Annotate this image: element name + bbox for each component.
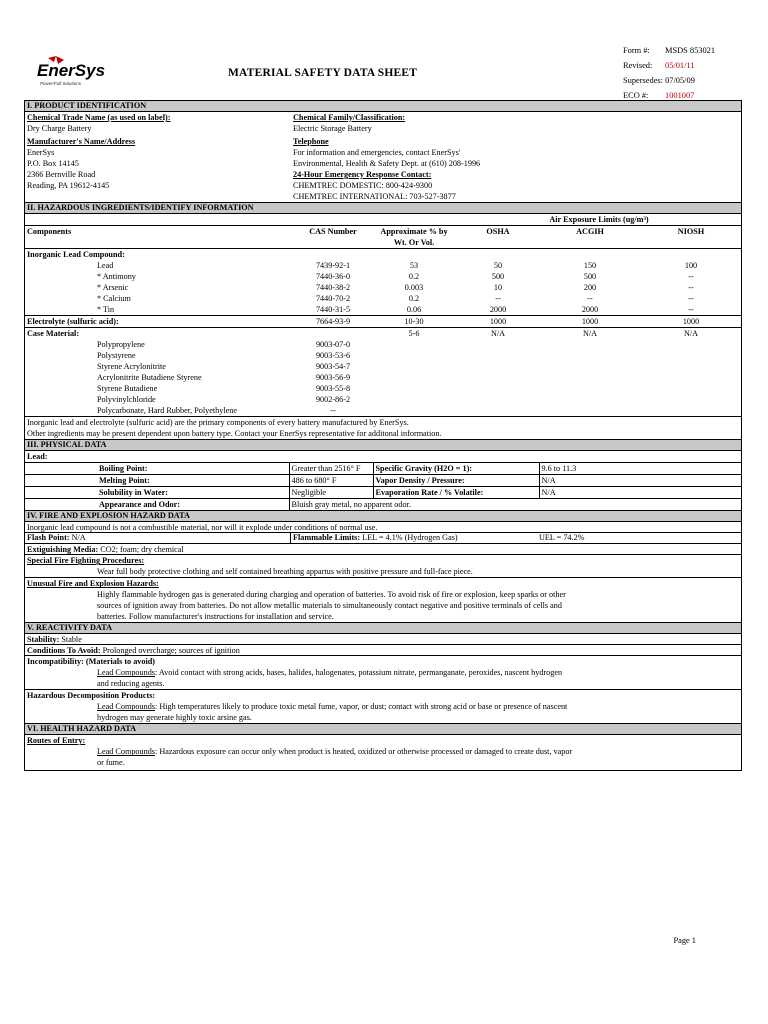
- property-value: Bluish gray metal, no apparent odor.: [291, 500, 411, 509]
- table-row: [25, 271, 741, 282]
- niosh-limit: --: [688, 283, 694, 292]
- cas-number: 7440-70-2: [315, 294, 351, 303]
- property-label: Boiling Point:: [97, 463, 289, 475]
- property-value: 9.6 to 11.3: [541, 464, 577, 473]
- ingredients-table: [25, 214, 741, 416]
- decomposition-line: : High temperatures likely to produce toxic metal fume, vapor, or dust; contact with strong acid or base or presence of nascent: [155, 702, 568, 712]
- routes-line: : Hazardous exposure can occur only when product is heated, oxidized or otherwise processed or damaged to create dust, vapor: [155, 747, 573, 757]
- percent: 0.06: [406, 305, 422, 314]
- col-approx-line1: Approximate % by: [380, 227, 448, 236]
- emergency-line: CHEMTREC DOMESTIC: 800-424-9300: [293, 181, 433, 190]
- trade-name: Dry Charge Battery: [27, 124, 92, 133]
- cas-number: 7440-31-5: [315, 305, 351, 314]
- cas-number: [295, 328, 371, 340]
- ingredient-note: Inorganic lead and electrolyte (sulfuric acid) are the primary components of every battery manufactured by EnerSys.: [27, 418, 409, 427]
- routes-label: Routes of Entry:: [27, 736, 86, 746]
- niosh-limit: --: [688, 294, 694, 303]
- table-row: [25, 282, 741, 293]
- extinguishing-value: CO2; foam; dry chemical: [100, 545, 184, 555]
- telephone-label: Telephone: [293, 137, 329, 146]
- osha-limit: 2000: [489, 305, 507, 314]
- table-row: [25, 304, 741, 316]
- component-name: Styrene Acrylonitrite: [97, 362, 166, 371]
- table-row: [25, 499, 741, 511]
- component-name: Acrylonitrite Butadiene Styrene: [97, 373, 202, 382]
- stability-label: Stability:: [27, 635, 60, 645]
- table-row: [25, 361, 741, 372]
- form-value: MSDS 853021: [665, 46, 716, 55]
- incompatibility-label: Incompatibility: (Materials to avoid): [27, 657, 156, 667]
- col-acgih: ACGIH: [576, 227, 604, 236]
- special-procedures: Wear full body protective clothing and self contained breathing appartus with positive pressure and full-face piece.: [97, 567, 473, 577]
- component-name: * Arsenic: [97, 283, 129, 292]
- table-row: [25, 475, 741, 487]
- table-row: [25, 339, 741, 350]
- table-row: [25, 316, 741, 328]
- component-name: Polyvinylchloride: [97, 395, 156, 404]
- air-limits-label: Air Exposure Limits (ug/m³): [549, 215, 649, 224]
- physical-data-table: [25, 451, 741, 510]
- supersedes: Supersedes: 07/05/09: [623, 76, 695, 85]
- flash-value: N/A: [71, 533, 86, 542]
- niosh-limit: N/A: [683, 329, 699, 338]
- unusual-hazards-line: batteries. Follow manufacturer's instructions for installation and service.: [97, 612, 334, 622]
- cas-number: 9003-53-6: [315, 351, 351, 360]
- cas-number: 9003-56-9: [315, 373, 351, 382]
- ingredient-note: Other ingredients may be present dependent upon battery type. Contact your EnerSys representative for additonal information.: [27, 429, 442, 438]
- property-value: 486 to 680° F: [289, 475, 373, 487]
- property-label: Vapor Density / Pressure:: [373, 475, 539, 487]
- col-approx-line2: Wt. Or Vol.: [393, 238, 435, 247]
- page-number: Page 1: [673, 936, 696, 945]
- fire-intro: Inorganic lead compound is not a combustible material, nor will it explode under conditions of normal use.: [25, 522, 741, 533]
- section-5-heading: V. REACTIVITY DATA: [25, 622, 741, 634]
- acgih-limit: N/A: [582, 329, 598, 338]
- stability-value: Stable: [61, 635, 82, 645]
- niosh-limit: 1000: [682, 317, 700, 326]
- lead-label: Lead:: [27, 452, 48, 461]
- component-name: Styrene Butadiene: [97, 384, 158, 393]
- enersys-logo-mark: [34, 52, 106, 92]
- emergency-line: CHEMTREC INTERNATIONAL: 703-527-3877: [293, 192, 456, 201]
- col-approx: [371, 226, 457, 238]
- eco-label: ECO #:: [623, 91, 649, 100]
- cas-number: 7664-93-9: [315, 317, 351, 326]
- section-1-heading: I. PRODUCT IDENTIFICATION: [25, 101, 741, 112]
- form-label: Form #:: [623, 46, 650, 55]
- unusual-hazards-line: Highly flammable hydrogen gas is generated during charging and operation of batteries. To avoid risk of fire or explosion, keep sparks or other: [97, 590, 566, 600]
- table-row: [25, 260, 741, 271]
- lead-compounds-label: Lead Compounds: [97, 702, 155, 712]
- family-label: Chemical Family/Classification:: [293, 113, 406, 122]
- decomposition-label: Hazardous Decomposition Products:: [27, 691, 156, 701]
- table-row: [25, 372, 741, 383]
- section-2-heading: II. HAZARDOUS INGREDIENTS/IDENTIFY INFORMATION: [25, 202, 741, 214]
- property-label: Solubility in Water:: [97, 487, 289, 499]
- component-name: * Antimony: [97, 272, 136, 281]
- osha-limit: 50: [493, 261, 503, 270]
- cas-number: 7440-38-2: [315, 283, 351, 292]
- cas-number: 9003-55-8: [315, 384, 351, 393]
- acgih-limit: 1000: [581, 317, 599, 326]
- msds-sheet: [24, 100, 742, 771]
- special-procedures-label: Special Fire Fighting Procedures:: [27, 556, 145, 566]
- trade-name-label: Chemical Trade Name (as used on label):: [27, 113, 171, 122]
- table-row: [25, 463, 741, 475]
- acgih-limit: --: [587, 294, 593, 303]
- lead-group-label: Inorganic Lead Compound:: [27, 250, 125, 259]
- table-row: [25, 383, 741, 394]
- table-row: [25, 328, 741, 340]
- conditions-label: Conditions To Avoid:: [27, 646, 101, 656]
- unusual-hazards-label: Unusual Fire and Explosion Hazards:: [27, 579, 159, 589]
- conditions-value: Prolonged overcharge; sources of ignition: [102, 646, 240, 656]
- incompatibility-line: : Avoid contact with strong acids, bases, halides, halogenates, potassium nitrate, permanganate, peroxides, nascent hydrogen: [155, 668, 563, 678]
- component-name: Lead: [97, 261, 114, 270]
- col-cas: CAS Number: [309, 227, 357, 236]
- case-material-label: Case Material:: [27, 329, 80, 338]
- col-osha: OSHA: [486, 227, 510, 236]
- svg-text:EnerSys: EnerSys: [37, 61, 106, 80]
- acgih-limit: 150: [583, 261, 597, 270]
- table-row: [25, 394, 741, 405]
- osha-limit: N/A: [490, 329, 506, 338]
- form-info: [623, 46, 715, 106]
- niosh-limit: --: [688, 305, 694, 314]
- osha-limit: 10: [493, 283, 503, 292]
- incompatibility-line: and reducing agents.: [97, 679, 165, 689]
- percent: 0.2: [408, 294, 420, 303]
- property-value: N/A: [541, 488, 556, 497]
- col-components: Components: [27, 227, 72, 236]
- svg-text:Power/Full Solutions: Power/Full Solutions: [40, 81, 82, 86]
- property-value: Negligible: [289, 487, 373, 499]
- lead-compounds-label: Lead Compounds: [97, 747, 155, 757]
- property-label: Melting Point:: [97, 475, 289, 487]
- component-name: Polystyrene: [97, 351, 136, 360]
- acgih-limit: 2000: [581, 305, 599, 314]
- percent: 53: [409, 261, 419, 270]
- manufacturer-line: P.O. Box 14145: [27, 159, 79, 168]
- manufacturer-line: 2366 Bernville Road: [27, 170, 96, 179]
- niosh-limit: --: [688, 272, 694, 281]
- property-value: Greater than 2516° F: [289, 463, 373, 475]
- osha-limit: 500: [491, 272, 505, 281]
- eco-value: 1001007: [665, 91, 695, 100]
- cas-number: 9003-07-0: [315, 340, 351, 349]
- component-name: * Calcium: [97, 294, 131, 303]
- section-6-heading: VI. HEALTH HAZARD DATA: [25, 723, 741, 735]
- document-title: MATERIAL SAFETY DATA SHEET: [228, 67, 418, 79]
- flammable-uel: UEL = 74.2%: [539, 533, 585, 542]
- telephone-line: Environmental, Health & Safety Dept. at (610) 208-1996: [293, 159, 481, 168]
- section-3-heading: III. PHYSICAL DATA: [25, 439, 741, 451]
- unusual-hazards-line: sources of ignition away from batteries. Do not allow metallic materials to simultaneously contact negative and positive terminals of cells and: [97, 601, 562, 611]
- manufacturer-label: Manufacturer's Name/Address: [27, 137, 136, 146]
- property-label: Evaporation Rate / % Volatile:: [373, 487, 539, 499]
- flammable-lel: LEL = 4.1% (Hydrogen Gas): [362, 533, 458, 542]
- revised-value: 05/01/11: [665, 61, 695, 70]
- component-name: Polycarbonate, Hard Rubber, Polyethylene: [97, 406, 237, 415]
- table-row: [25, 405, 741, 416]
- manufacturer-line: EnerSys: [27, 148, 55, 157]
- cas-number: --: [330, 406, 336, 415]
- extinguishing-label: Extiguishing Media:: [27, 545, 99, 555]
- acgih-limit: 200: [583, 283, 597, 292]
- flash-row: [25, 533, 741, 544]
- percent: 0.2: [408, 272, 420, 281]
- table-row: [25, 487, 741, 499]
- col-niosh: NIOSH: [677, 227, 705, 236]
- lead-compounds-label: Lead Compounds: [97, 668, 155, 678]
- table-row: [25, 350, 741, 361]
- cas-number: 7439-92-1: [315, 261, 351, 270]
- flammable-label: Flammable Limits:: [293, 533, 361, 542]
- revised-label: Revised:: [623, 61, 653, 70]
- osha-limit: --: [495, 294, 501, 303]
- product-identification: [25, 112, 741, 202]
- property-label: Appearance and Odor:: [97, 499, 289, 511]
- enersys-logo: [34, 52, 106, 92]
- electrolyte-label: Electrolyte (sulfuric acid):: [27, 317, 119, 326]
- table-row: [25, 293, 741, 304]
- telephone-line: For information and emergencies, contact EnerSys': [293, 148, 461, 157]
- manufacturer-line: Reading, PA 19612-4145: [27, 181, 110, 190]
- acgih-limit: 500: [583, 272, 597, 281]
- flash-label: Flash Point:: [27, 533, 70, 542]
- family: Electric Storage Battery: [293, 124, 372, 133]
- cas-number: 7440-36-0: [315, 272, 351, 281]
- property-value: N/A: [541, 476, 556, 485]
- component-name: * Tin: [97, 305, 115, 314]
- osha-limit: 1000: [489, 317, 507, 326]
- emergency-label: 24-Hour Emergency Response Contact:: [293, 170, 432, 179]
- property-label: Specific Gravity (H2O = 1):: [373, 463, 539, 475]
- percent: 5-6: [408, 329, 420, 338]
- section-4-heading: IV. FIRE AND EXPLOSION HAZARD DATA: [25, 510, 741, 522]
- component-name: Polypropylene: [97, 340, 145, 349]
- routes-line: or fume.: [97, 758, 125, 768]
- niosh-limit: 100: [684, 261, 698, 270]
- cas-number: 9002-86-2: [315, 395, 351, 404]
- percent: 0.003: [404, 283, 424, 292]
- percent: 10-30: [404, 317, 424, 326]
- decomposition-line: hydrogen may generate highly toxic arsine gas.: [97, 713, 252, 723]
- cas-number: 9003-54-7: [315, 362, 351, 371]
